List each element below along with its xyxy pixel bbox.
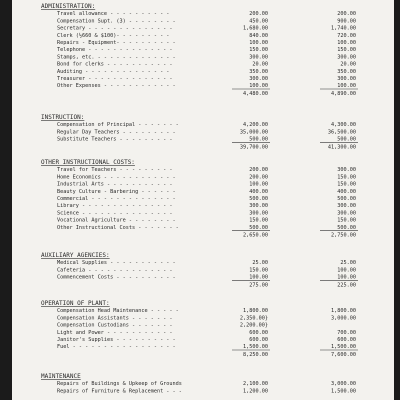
line-item-label: Auditing - - - - - - - - - - - - - - bbox=[57, 68, 170, 75]
line-item-amount-col2: 150.00 bbox=[337, 181, 356, 188]
section-heading: ADMINISTRATION: bbox=[41, 3, 96, 10]
section-total-col2: 41,300.00 bbox=[327, 144, 356, 151]
line-item-label: Regular Day Teachers - - - - - - - - - bbox=[57, 129, 176, 136]
line-item-amount-col1: 150.00 bbox=[249, 47, 268, 54]
line-item-label: Repairs of Buildings & Upkeep of Grounds bbox=[57, 381, 182, 388]
line-item-label: Repairs of Furniture & Replacement - - - bbox=[57, 388, 182, 395]
line-item-label: Substitute Teachers - - - - - - - - - bbox=[57, 136, 173, 143]
line-item-amount-col1: 2,350.00} bbox=[239, 315, 268, 322]
line-item-amount-col2: 300.00 bbox=[337, 203, 356, 210]
line-item-amount-col2: 1,800.00 bbox=[331, 308, 356, 315]
line-item-label: Janitor's Supplies - - - - - - - - - - bbox=[57, 337, 176, 343]
line-item-amount-col2: 1,740.00 bbox=[331, 25, 356, 32]
line-item-label: Science - - - - - - - - - - - - - - - bbox=[57, 210, 173, 217]
line-item-amount-col2: 500.00 bbox=[337, 196, 356, 202]
section-heading: OPERATION OF PLANT: bbox=[41, 300, 110, 307]
line-item-amount-col1: 200.00 bbox=[249, 167, 268, 174]
line-item-amount-col2: 100.00 bbox=[337, 40, 356, 46]
line-item-amount-col2: 100.00 bbox=[337, 274, 356, 281]
line-item-label: Repairs - Equipment- - - - - - - - - - bbox=[57, 40, 176, 46]
line-item-label: Industrial Arts - - - - - - - - - - - bbox=[57, 181, 173, 188]
line-item-amount-col1: 100.00 bbox=[249, 83, 268, 90]
line-item-amount-col1: 2,100.00 bbox=[243, 381, 268, 388]
line-item-amount-col1: 450.00 bbox=[249, 18, 268, 25]
line-item-label: Light and Power - - - - - - - - - - - bbox=[57, 329, 173, 336]
line-item-label: Bond for clerks - - - - - - - - - - - bbox=[57, 61, 173, 68]
line-item-amount-col2: 4,300.00 bbox=[331, 122, 356, 129]
section-total-col2: 2,750.00 bbox=[331, 232, 356, 239]
section-total-col1: 39,700.00 bbox=[239, 144, 268, 151]
line-item-amount-col1: 4,200.00 bbox=[243, 122, 268, 129]
line-item-amount-col1: 200.00 bbox=[249, 11, 268, 18]
line-item-label: Fuel - - - - - - - - - - - - - - - - - bbox=[57, 344, 176, 351]
line-item-amount-col1: 100.00 bbox=[249, 274, 268, 281]
line-item-label: Telephone - - - - - - - - - - - - - - bbox=[57, 47, 173, 54]
line-item-label: Travel for Teachers - - - - - - - - - bbox=[57, 167, 173, 174]
line-item-label: Other Instructional Costs - - - - - - - bbox=[57, 224, 179, 231]
line-item-amount-col2: 200.00 bbox=[337, 11, 356, 18]
line-item-amount-col2: 150.00 bbox=[337, 217, 356, 224]
line-item-amount-col2: 20.00 bbox=[340, 61, 356, 68]
line-item-amount-col2: 500.00 bbox=[337, 224, 356, 231]
line-item-amount-col2: 600.00 bbox=[337, 337, 356, 343]
line-item-label: Secretary - - - - - - - - - - - - - - bbox=[57, 25, 173, 32]
line-item-amount-col1: 300.00 bbox=[249, 54, 268, 61]
line-item-label: Treasurer - - - - - - - - - - - - - - bbox=[57, 76, 173, 82]
line-item-amount-col1: 500.00 bbox=[249, 224, 268, 231]
section-total-col2: 7,600.00 bbox=[331, 351, 356, 358]
line-item-label: Library - - - - - - - - - - - - - - - bbox=[57, 203, 173, 210]
line-item-amount-col1: 1,500.00 bbox=[243, 344, 268, 351]
line-item-label: Clerk (½660 & $100)- - - - - - - - - bbox=[57, 32, 170, 39]
line-item-label: Beauty Culture - Barbering - - - - - - bbox=[57, 188, 176, 195]
section-total-col2: 4,890.00 bbox=[331, 90, 356, 97]
line-item-amount-col2: 400.00 bbox=[337, 188, 356, 195]
line-item-amount-col2: 100.00 bbox=[337, 267, 356, 274]
line-item-amount-col1: 600.00 bbox=[249, 337, 268, 343]
line-item-amount-col1: 500.00 bbox=[249, 136, 268, 143]
line-item-label: Vocational Agriculture - - - - - - - - bbox=[57, 217, 176, 224]
section-heading: MAINTENANCE bbox=[41, 373, 81, 380]
line-item-amount-col1: 150.00 bbox=[249, 267, 268, 274]
line-item-amount-col2: 900.00 bbox=[337, 18, 356, 25]
line-item-amount-col2: 500.00 bbox=[337, 136, 356, 143]
line-item-amount-col1: 100.00 bbox=[249, 181, 268, 188]
line-item-label: Compensation Supt. (3) - - - - - - - - bbox=[57, 18, 176, 25]
line-item-amount-col2: 300.00 bbox=[337, 210, 356, 217]
line-item-amount-col2: 350.00 bbox=[337, 68, 356, 75]
line-item-label: Home Economics - - - - - - - - - - - - bbox=[57, 174, 176, 181]
line-item-amount-col2: 25.00 bbox=[340, 260, 356, 267]
line-item-amount-col2: 300.00 bbox=[337, 76, 356, 82]
line-item-label: Commencement Costs - - - - - - - - - - bbox=[57, 274, 176, 281]
line-item-label: Commercial - - - - - - - - - - - - - - bbox=[57, 196, 176, 202]
section-total-col2: 225.00 bbox=[337, 282, 356, 289]
line-item-amount-col1: 20.00 bbox=[252, 61, 268, 68]
line-item-label: Cafeteria - - - - - - - - - - - - - - bbox=[57, 267, 173, 274]
line-item-amount-col1: 35,000.00 bbox=[239, 129, 268, 136]
line-item-label: Other Expenses - - - - - - - - - - - - bbox=[57, 83, 176, 90]
line-item-label: Compensation Custodians - - - - - - - bbox=[57, 322, 173, 329]
section-total-col1: 275.00 bbox=[249, 282, 268, 289]
line-item-amount-col2: 300.00 bbox=[337, 54, 356, 61]
line-item-amount-col1: 1,800.00 bbox=[243, 308, 268, 315]
section-heading: OTHER INSTRUCTIONAL COSTS: bbox=[41, 159, 135, 166]
line-item-amount-col2: 1,500.00 bbox=[331, 388, 356, 395]
line-item-label: Compensation Head Maintenance - - - - - bbox=[57, 308, 179, 315]
line-item-amount-col2: 100.00 bbox=[337, 83, 356, 90]
line-item-amount-col1: 300.00 bbox=[249, 210, 268, 217]
section-total-col1: 2,650.00 bbox=[243, 232, 268, 239]
line-item-amount-col2: 150.00 bbox=[337, 174, 356, 181]
line-item-amount-col2: 3,000.00 bbox=[331, 315, 356, 322]
line-item-amount-col2: 1,500.00 bbox=[331, 344, 356, 351]
line-item-amount-col2: 700.00 bbox=[337, 329, 356, 336]
line-item-label: Stamps, etc. - - - - - - - - - - - - - bbox=[57, 54, 176, 61]
line-item-label: Travel allowance - - - - - - - - - - bbox=[57, 11, 170, 18]
line-item-label: Medical Supplies - - - - - - - - - - - bbox=[57, 260, 176, 267]
section-heading: INSTRUCTION: bbox=[41, 114, 85, 121]
line-item-amount-col1: 300.00 bbox=[249, 203, 268, 210]
line-item-amount-col1: 500.00 bbox=[249, 196, 268, 202]
line-item-amount-col1: 100.00 bbox=[249, 40, 268, 46]
line-item-amount-col1: 200.00 bbox=[249, 174, 268, 181]
line-item-amount-col2: 150.00 bbox=[337, 47, 356, 54]
line-item-amount-col1: 150.00 bbox=[249, 217, 268, 224]
line-item-amount-col2: 3,000.00 bbox=[331, 381, 356, 388]
section-heading: AUXILIARY AGENCIES: bbox=[41, 252, 110, 259]
section-total-col1: 8,250.00 bbox=[243, 351, 268, 358]
line-item-label: Compensation of Principal - - - - - - - bbox=[57, 122, 179, 129]
line-item-amount-col1: 300.00 bbox=[249, 76, 268, 82]
section-total-col1: 4,480.00 bbox=[243, 90, 268, 97]
line-item-amount-col1: 350.00 bbox=[249, 68, 268, 75]
line-item-amount-col1: 840.00 bbox=[249, 32, 268, 39]
line-item-amount-col2: 36,500.00 bbox=[327, 129, 356, 136]
line-item-amount-col1: 600.00 bbox=[249, 329, 268, 336]
line-item-label: Compensation Assistants - - - - - - - bbox=[57, 315, 173, 322]
line-item-amount-col2: 720.00 bbox=[337, 32, 356, 39]
line-item-amount-col1: 1,200.00 bbox=[243, 388, 268, 395]
line-item-amount-col1: 400.00 bbox=[249, 188, 268, 195]
line-item-amount-col1: 25.00 bbox=[252, 260, 268, 267]
line-item-amount-col2: 300.00 bbox=[337, 167, 356, 174]
line-item-amount-col1: 2,200.00} bbox=[239, 322, 268, 329]
line-item-amount-col1: 1,680.00 bbox=[243, 25, 268, 32]
